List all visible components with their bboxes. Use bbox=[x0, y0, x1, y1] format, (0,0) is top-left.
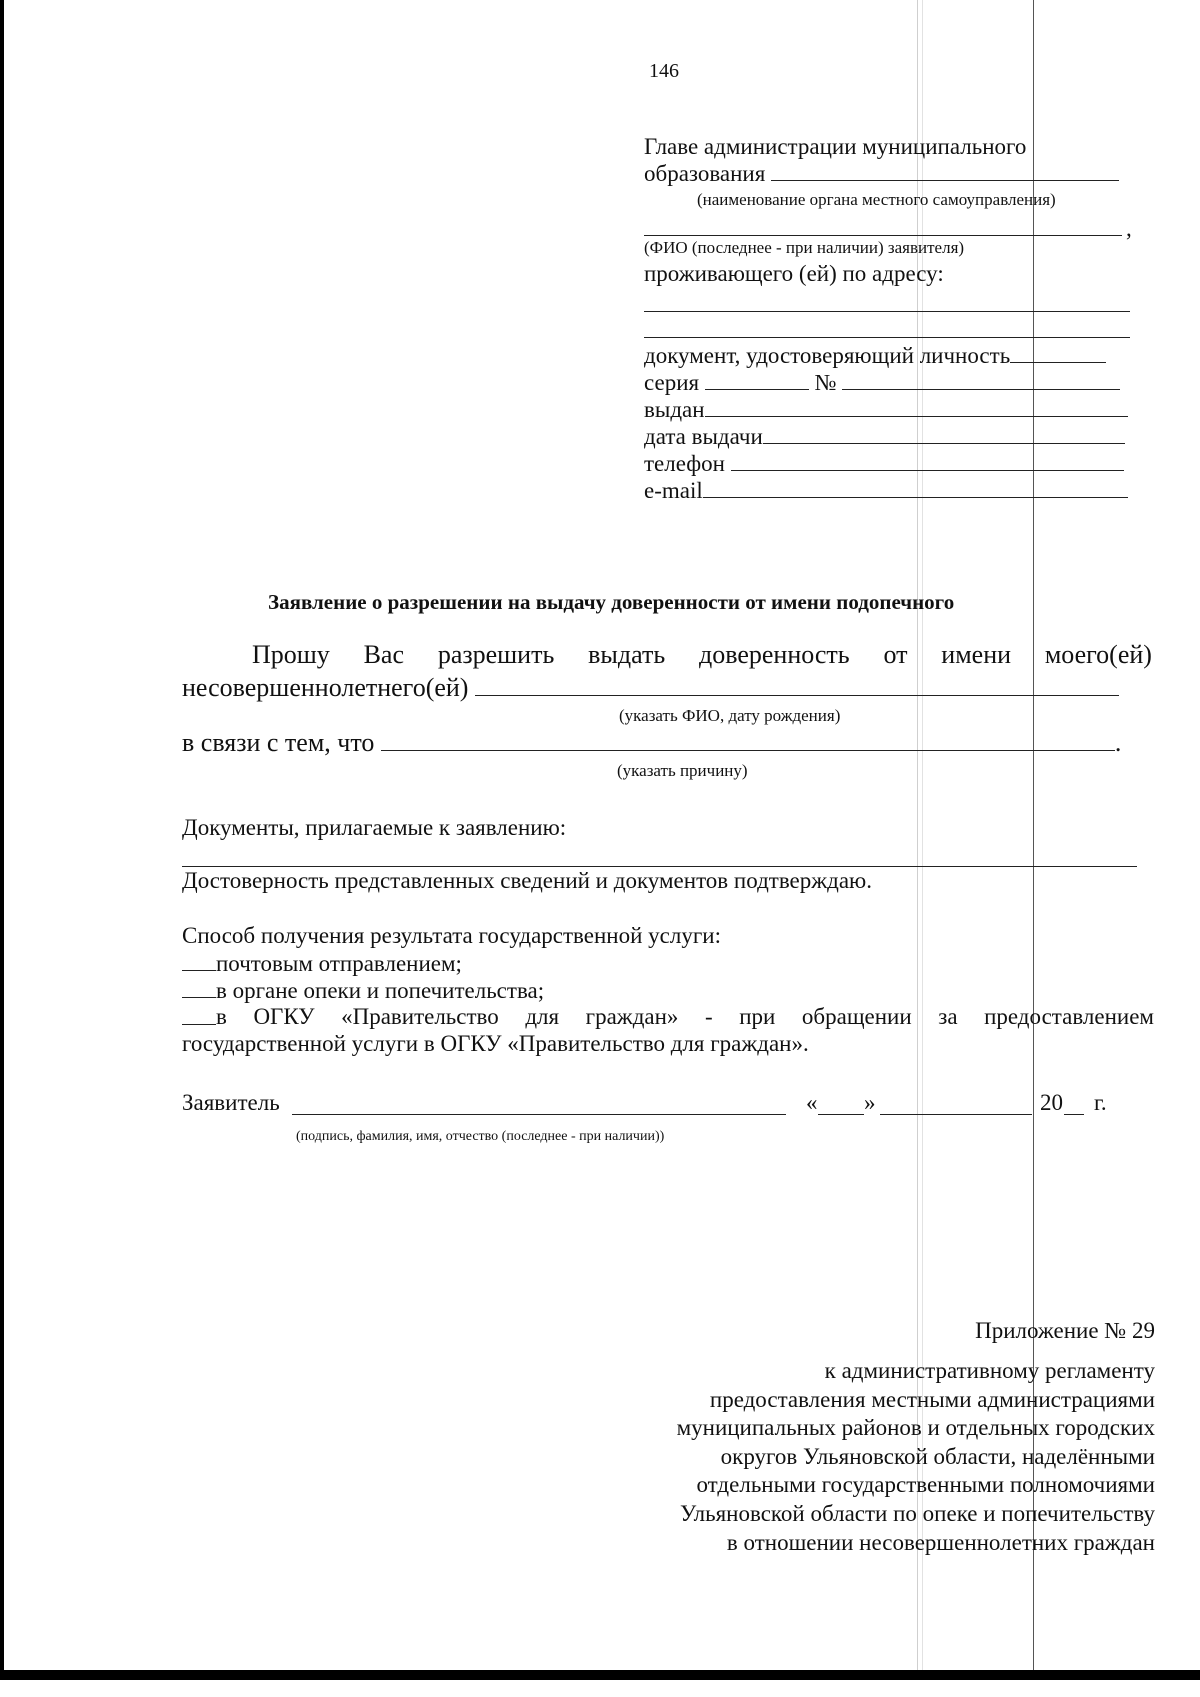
option-ogku-label-line-2: государственной услуги в ОГКУ «Правительство для граждан». bbox=[182, 1031, 809, 1056]
minor-fio-caption: (указать ФИО, дату рождения) bbox=[619, 706, 841, 725]
reason-end: . bbox=[1114, 728, 1122, 757]
appendix-line: предоставления местными администрациями bbox=[709, 1386, 1155, 1412]
confirmation-text: Достоверность представленных сведений и документов подтверждаю. bbox=[182, 868, 872, 893]
appendix-heading: Приложение № 29 bbox=[975, 1318, 1155, 1343]
reason-field[interactable] bbox=[381, 728, 1115, 751]
scan-border-left bbox=[0, 0, 4, 1677]
reason-row bbox=[182, 728, 1121, 758]
appendix-lines bbox=[677, 1357, 1155, 1557]
appendix-line: округов Ульяновской области, наделёнными bbox=[720, 1443, 1155, 1469]
municipality-field[interactable] bbox=[771, 160, 1119, 181]
fio-caption: (ФИО (последнее - при наличии) заявителя) bbox=[644, 238, 965, 257]
option-ogku-word: обращении bbox=[801, 1004, 912, 1029]
issue-date-field[interactable] bbox=[763, 423, 1125, 444]
minor-label: несовершеннолетнего(ей) bbox=[182, 673, 469, 702]
request-line-1-word: разрешить bbox=[437, 640, 555, 669]
signature-date-close-quote: » bbox=[864, 1090, 876, 1115]
phone-field[interactable] bbox=[731, 450, 1124, 471]
option-guardianship-checkbox[interactable] bbox=[182, 977, 216, 998]
appendix-line: в отношении несовершеннолетних граждан bbox=[726, 1529, 1155, 1555]
documents-field[interactable] bbox=[182, 866, 1137, 867]
signature-field[interactable] bbox=[292, 1114, 786, 1115]
option-ogku-word: граждан» bbox=[585, 1004, 679, 1029]
address-label: проживающего (ей) по адресу: bbox=[644, 261, 944, 286]
request-line-1-word: выдать bbox=[588, 640, 666, 669]
email-label: e-mail bbox=[644, 478, 703, 503]
id-doc-row bbox=[644, 342, 1106, 369]
method-option-guardianship[interactable] bbox=[182, 977, 544, 1004]
municipality-label: образования bbox=[644, 161, 766, 186]
option-ogku-word: предоставлением bbox=[984, 1004, 1154, 1029]
appendix-line: муниципальных районов и отдельных городских bbox=[676, 1415, 1155, 1441]
option-ogku-word: ОГКУ bbox=[253, 1004, 315, 1029]
request-line-1 bbox=[252, 640, 1152, 670]
option-ogku-word: «Правительство bbox=[341, 1004, 499, 1029]
request-line-1-word: Вас bbox=[363, 640, 405, 669]
request-line-1-word: от bbox=[883, 640, 908, 669]
issued-label: выдан bbox=[644, 397, 705, 422]
option-ogku-word: в bbox=[216, 1004, 227, 1029]
addressee-line-1: Главе администрации муниципального bbox=[644, 134, 1027, 159]
signature-year-suffix: г. bbox=[1094, 1090, 1107, 1115]
series-label: серия bbox=[644, 370, 700, 395]
appendix-line: Ульяновской области по опеке и попечительству bbox=[679, 1500, 1155, 1526]
issue-date-row bbox=[644, 423, 1125, 450]
appendix-line: отдельными государственными полномочиями bbox=[696, 1472, 1155, 1498]
request-line-2 bbox=[182, 673, 1119, 703]
option-ogku-word: - bbox=[704, 1004, 713, 1029]
fio-field[interactable] bbox=[644, 235, 1122, 236]
address-field-1[interactable] bbox=[644, 311, 1130, 312]
issued-row bbox=[644, 396, 1128, 423]
number-label: № bbox=[814, 370, 837, 395]
document-title: Заявление о разрешении на выдачу доверенности от имени подопечного bbox=[268, 590, 955, 614]
id-doc-label: документ, удостоверяющий личность bbox=[644, 343, 1011, 368]
id-doc-field[interactable] bbox=[1010, 342, 1106, 363]
minor-fio-field[interactable] bbox=[475, 673, 1119, 696]
page-number: 146 bbox=[649, 60, 679, 82]
address-field-2[interactable] bbox=[644, 337, 1130, 338]
request-line-1-word: доверенность bbox=[698, 640, 850, 669]
method-option-postal[interactable] bbox=[182, 950, 462, 977]
series-row bbox=[644, 369, 1120, 396]
series-field[interactable] bbox=[705, 369, 809, 390]
reason-caption: (указать причину) bbox=[617, 761, 748, 780]
documents-label: Документы, прилагаемые к заявлению: bbox=[182, 815, 567, 840]
option-ogku-label-line-1 bbox=[216, 1004, 1154, 1030]
option-guardianship-label: в органе опеки и попечительства; bbox=[216, 978, 545, 1003]
signature-label: Заявитель bbox=[182, 1090, 280, 1115]
org-caption: (наименование органа местного самоуправления) bbox=[697, 190, 1056, 209]
signature-day-field[interactable] bbox=[818, 1114, 864, 1115]
scan-border-bottom bbox=[0, 1670, 1200, 1680]
signature-year-prefix: 20 bbox=[1040, 1090, 1063, 1115]
fio-comma: , bbox=[1126, 216, 1132, 241]
request-line-1-word: моего(ей) bbox=[1044, 640, 1152, 669]
signature-year-field[interactable] bbox=[1064, 1114, 1084, 1115]
option-ogku-checkbox[interactable] bbox=[182, 1004, 216, 1025]
option-ogku-word: при bbox=[739, 1004, 776, 1029]
option-ogku-word: за bbox=[938, 1004, 958, 1029]
method-label: Способ получения результата государственной услуги: bbox=[182, 923, 721, 948]
addressee-line-2 bbox=[644, 160, 1119, 187]
option-postal-checkbox[interactable] bbox=[182, 950, 216, 971]
reason-label: в связи с тем, что bbox=[182, 728, 375, 757]
number-field[interactable] bbox=[842, 369, 1120, 390]
phone-row bbox=[644, 450, 1124, 477]
request-line-1-word: Прошу bbox=[252, 640, 330, 669]
request-line-1-word: имени bbox=[941, 640, 1012, 669]
issued-field[interactable] bbox=[705, 396, 1128, 417]
appendix-line: к административному регламенту bbox=[824, 1358, 1155, 1383]
issue-date-label: дата выдачи bbox=[644, 424, 763, 449]
email-row bbox=[644, 477, 1128, 504]
signature-date-open-quote: « bbox=[806, 1090, 818, 1115]
signature-caption: (подпись, фамилия, имя, отчество (последнее - при наличии)) bbox=[296, 1129, 665, 1144]
option-postal-label: почтовым отправлением; bbox=[216, 951, 462, 976]
option-ogku-word: для bbox=[525, 1004, 560, 1029]
phone-label: телефон bbox=[644, 451, 725, 476]
email-field[interactable] bbox=[703, 477, 1128, 498]
signature-month-field[interactable] bbox=[880, 1114, 1032, 1115]
